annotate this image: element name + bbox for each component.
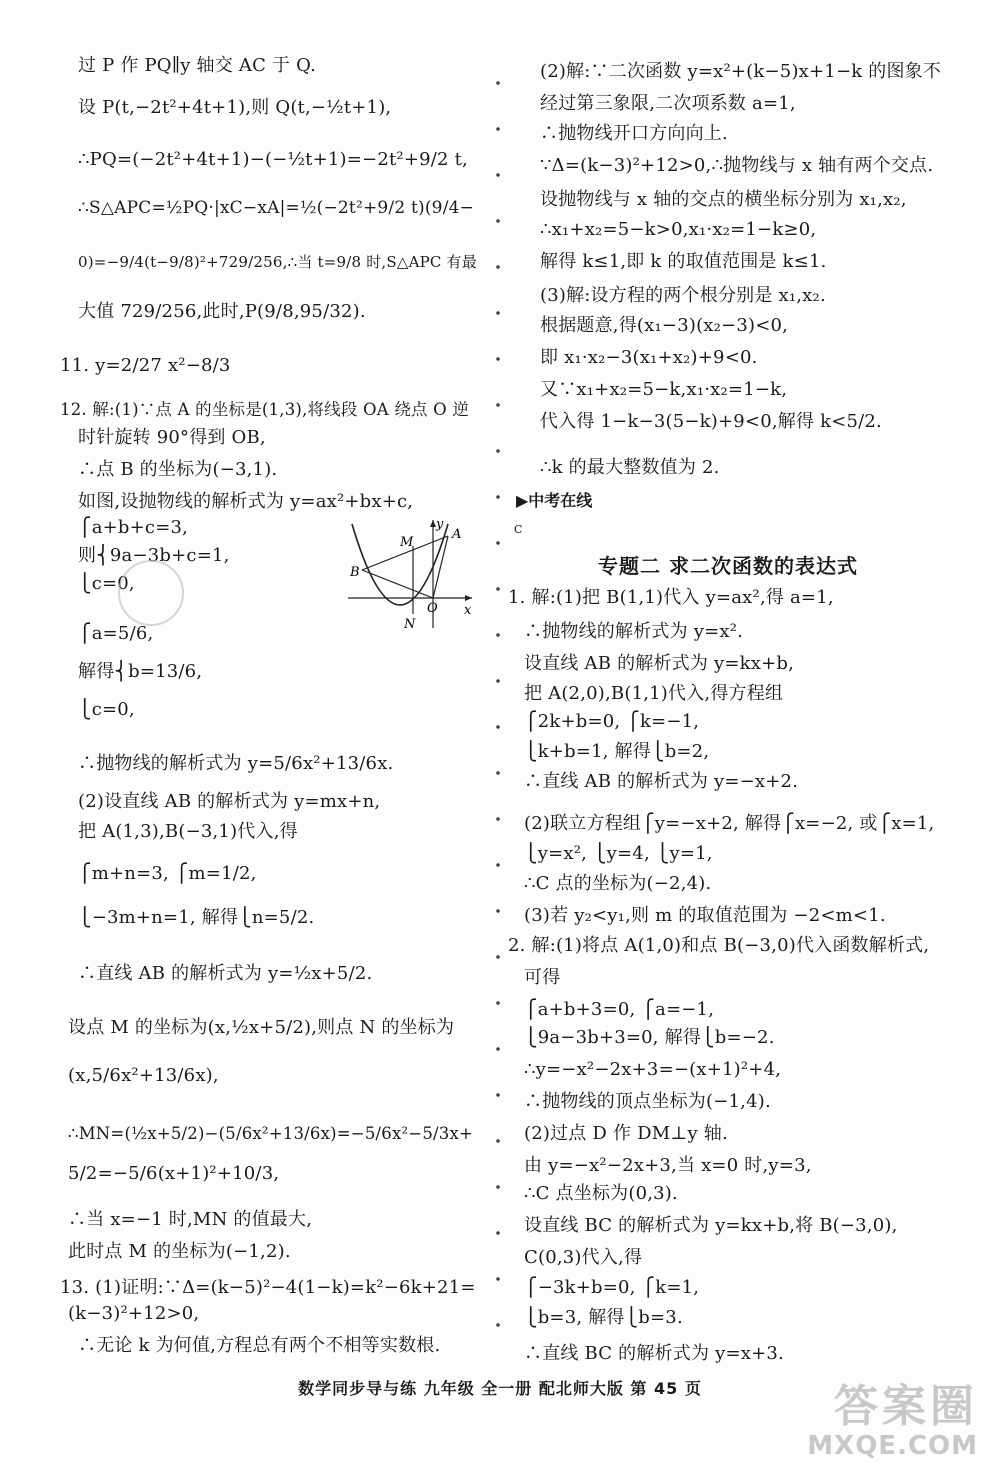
- right-b-line-18: (2)过点 D 作 DM⊥y 轴.: [524, 1123, 728, 1144]
- right-line-7: 解得 k≤1,即 k 的取值范围是 k≤1.: [540, 251, 827, 272]
- right-b-line-9: ⎩y=x², ⎩y=4, ⎩y=1,: [524, 843, 713, 864]
- right-line-10: 即 x₁·x₂−3(x₁+x₂)+9<0.: [540, 347, 758, 368]
- right-b-line-12: 2. 解:(1)将点 A(1,0)和点 B(−3,0)代入函数解析式,: [508, 935, 930, 956]
- label-y: y: [436, 517, 444, 532]
- right-b-line-21: 设直线 BC 的解析式为 y=kx+b,将 B(−3,0),: [524, 1215, 898, 1236]
- page-footer: 数学同步导与练 九年级 全一册 配北师大版 第 45 页: [298, 1379, 702, 1398]
- left-line-4: ∴S△APC=½PQ·|xC−xA|=½(−2t²+9/2 t)(9/4−: [78, 198, 475, 218]
- right-b-line-15: ⎩9a−3b+3=0, 解得⎩b=−2.: [524, 1027, 775, 1048]
- label-b: B: [350, 565, 360, 580]
- left-line-23: ∴直线 AB 的解析式为 y=½x+5/2.: [78, 963, 373, 984]
- right-b-line-1: 1. 解:(1)把 B(1,1)代入 y=ax²,得 a=1,: [508, 587, 834, 608]
- watermark-url: MXQE.COM: [807, 1431, 978, 1461]
- left-line-6: 大值 729/256,此时,P(9/8,95/32).: [78, 301, 366, 322]
- left-line-9: 时针旋转 90°得到 OB,: [78, 427, 266, 448]
- label-x: x: [464, 603, 472, 618]
- right-b-line-6: ⎩k+b=1, 解得⎩b=2,: [524, 741, 710, 762]
- right-line-8: (3)解:设方程的两个根分别是 x₁,x₂.: [540, 285, 826, 306]
- right-b-line-25: ∴直线 BC 的解析式为 y=x+3.: [524, 1343, 784, 1364]
- answer-c: C: [514, 523, 523, 536]
- left-line-10: ∴点 B 的坐标为(−3,1).: [78, 459, 278, 480]
- label-a: A: [452, 527, 462, 542]
- left-line-11: 如图,设抛物线的解析式为 y=ax²+bx+c,: [78, 491, 414, 512]
- left-line-13: 则⎨9a−3b+c=1,: [78, 545, 230, 566]
- left-line-16: 解得⎨b=13/6,: [78, 661, 203, 682]
- right-b-line-3: 设直线 AB 的解析式为 y=kx+b,: [524, 653, 795, 674]
- left-line-19: (2)设直线 AB 的解析式为 y=mx+n,: [78, 791, 381, 812]
- right-b-line-17: ∴抛物线的顶点坐标为(−1,4).: [524, 1091, 771, 1112]
- right-b-line-5: ⎧2k+b=0, ⎧k=−1,: [524, 711, 700, 732]
- right-b-line-2: ∴抛物线的解析式为 y=x².: [524, 621, 744, 642]
- left-line-25: (x,5/6x²+13/6x),: [68, 1065, 219, 1086]
- right-line-12: 代入得 1−k−3(5−k)+9<0,解得 k<5/2.: [540, 411, 882, 432]
- left-line-31: (k−3)²+12>0,: [68, 1303, 200, 1324]
- right-line-4: ∵Δ=(k−3)²+12>0,∴抛物线与 x 轴有两个交点.: [540, 155, 934, 176]
- left-line-8: 12. 解:(1)∵点 A 的坐标是(1,3),将线段 OA 绕点 O 逆: [60, 400, 470, 419]
- left-line-28: ∴当 x=−1 时,MN 的值最大,: [68, 1209, 313, 1230]
- right-b-line-23: ⎧−3k+b=0, ⎧k=1,: [524, 1277, 700, 1298]
- right-line-3: ∴抛物线开口方向向上.: [540, 123, 728, 144]
- x-axis-arrow: [465, 595, 472, 601]
- left-line-15: ⎧a=5/6,: [78, 623, 154, 644]
- right-b-line-22: C(0,3)代入,得: [524, 1247, 643, 1268]
- right-line-13: ∴k 的最大整数值为 2.: [540, 457, 720, 478]
- right-line-6: ∴x₁+x₂=5−k>0,x₁·x₂=1−k≥0,: [540, 219, 817, 240]
- left-line-1: 过 P 作 PQ∥y 轴交 AC 于 Q.: [78, 55, 317, 76]
- left-line-30: 13. (1)证明:∵Δ=(k−5)²−4(1−k)=k²−6k+21=: [60, 1277, 476, 1298]
- right-b-line-24: ⎩b=3, 解得⎩b=3.: [524, 1307, 683, 1328]
- stamp-mark: [118, 560, 184, 626]
- right-line-2: 经过第三象限,二次项系数 a=1,: [540, 93, 796, 114]
- left-line-12: ⎧a+b+c=3,: [78, 517, 189, 538]
- segment-bo: [362, 570, 433, 598]
- right-line-9: 根据题意,得(x₁−3)(x₂−3)<0,: [540, 315, 789, 336]
- right-b-line-10: ∴C 点的坐标为(−2,4).: [524, 873, 712, 894]
- left-line-3: ∴PQ=(−2t²+4t+1)−(−½t+1)=−2t²+9/2 t,: [78, 149, 468, 170]
- right-b-line-4: 把 A(2,0),B(1,1)代入,得方程组: [524, 683, 784, 704]
- watermark-logo: 答案圈: [834, 1381, 978, 1432]
- watermark: [807, 1383, 978, 1461]
- right-b-line-8: (2)联立方程组⎧y=−x+2, 解得⎧x=−2, 或⎧x=1,: [524, 813, 935, 834]
- left-line-27: 5/2=−5/6(x+1)²+10/3,: [68, 1163, 280, 1184]
- left-line-2: 设 P(t,−2t²+4t+1),则 Q(t,−½t+1),: [78, 97, 392, 118]
- left-line-14: ⎩c=0,: [78, 573, 135, 594]
- label-n: N: [404, 617, 416, 632]
- right-b-line-16: ∴y=−x²−2x+3=−(x+1)²+4,: [524, 1059, 782, 1080]
- left-line-18: ∴抛物线的解析式为 y=5/6x²+13/6x.: [78, 753, 394, 774]
- right-b-line-7: ∴直线 AB 的解析式为 y=−x+2.: [524, 771, 799, 792]
- right-line-11: 又∵x₁+x₂=5−k,x₁·x₂=1−k,: [540, 379, 788, 400]
- left-line-29: 此时点 M 的坐标为(−1,2).: [68, 1241, 291, 1262]
- right-b-line-14: ⎧a+b+3=0, ⎧a=−1,: [524, 999, 715, 1020]
- right-b-line-11: (3)若 y₂<y₁,则 m 的取值范围为 −2<m<1.: [524, 905, 886, 926]
- left-line-17: ⎩c=0,: [78, 699, 135, 720]
- right-b-line-13: 可得: [524, 967, 561, 988]
- left-line-5: 0)=−9/4(t−9/8)²+729/256,∴当 t=9/8 时,S△APC 有最: [78, 253, 477, 271]
- right-line-5: 设抛物线与 x 轴的交点的横坐标分别为 x₁,x₂,: [540, 189, 907, 210]
- right-b-line-20: ∴C 点坐标为(0,3).: [524, 1183, 678, 1204]
- right-b-line-19: 由 y=−x²−2x+3,当 x=0 时,y=3,: [524, 1155, 812, 1176]
- left-line-26: ∴MN=(½x+5/2)−(5/6x²+13/6x)=−5/6x²−5/3x+: [68, 1124, 474, 1143]
- left-line-20: 把 A(1,3),B(−3,1)代入,得: [78, 821, 298, 842]
- right-line-1: (2)解:∵二次函数 y=x²+(k−5)x+1−k 的图象不: [540, 61, 942, 82]
- left-line-21: ⎧m+n=3, ⎧m=1/2,: [78, 863, 257, 884]
- left-line-22: ⎩−3m+n=1, 解得⎩n=5/2.: [78, 907, 315, 928]
- section-tag: ▶中考在线: [516, 491, 593, 510]
- parabola-figure: [338, 516, 478, 634]
- label-m: M: [400, 535, 414, 550]
- left-line-24: 设点 M 的坐标为(x,½x+5/2),则点 N 的坐标为: [68, 1017, 455, 1038]
- section-heading: 专题二 求二次函数的表达式: [598, 554, 858, 578]
- left-line-32: ∴无论 k 为何值,方程总有两个不相等实数根.: [78, 1335, 441, 1356]
- column-divider: [491, 60, 505, 1360]
- label-o: O: [427, 601, 438, 616]
- left-line-7: 11. y=2/27 x²−8/3: [60, 355, 231, 376]
